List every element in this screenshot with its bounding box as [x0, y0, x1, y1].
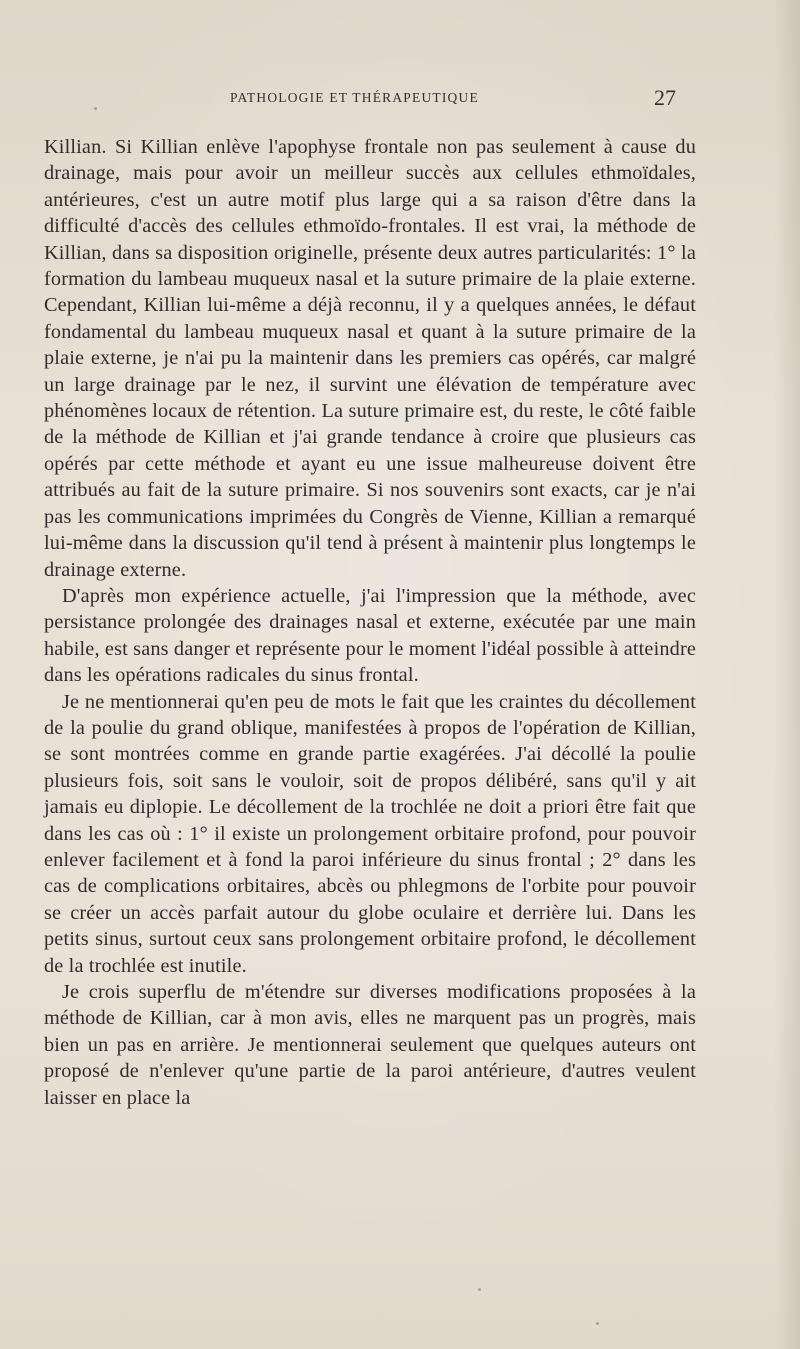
- paragraph: Je ne mentionnerai qu'en peu de mots le fait que les craintes du décollement de la poulie du grand oblique, manifestées à propos de l'opération de Killian, se sont montrées comme en grande partie exagérées. J'ai décollé la poulie plusieurs fois, soit sans le vouloir, soit de propos délibéré, sans qu'il y ait jamais eu diplopie. Le décollement de la trochlée ne doit a priori être fait que dans les cas où : 1° il existe un prolongement orbitaire profond, pour pouvoir enlever facilement et à fond la paroi inférieure du sinus frontal ; 2° dans les cas de complications orbitaires, abcès ou phlegmons de l'orbite pour pouvoir se créer un accès parfait autour du globe oculaire et derrière lui. Dans les petits sinus, surtout ceux sans prolongement orbitaire profond, le décollement de la trochlée est inutile.: [44, 690, 696, 977]
- body-text: [44, 134, 696, 1111]
- paragraph: Killian. Si Killian enlève l'apophyse frontale non pas seulement à cause du drainage, mais pour avoir un meilleur succès aux cellules ethmoïdales, antérieures, c'est un autre motif plus large qui a sa raison d'être dans la difficulté d'accès des cellules ethmoïdo-frontales. Il est vrai, la méthode de Killian, dans sa disposition originelle, présente deux autres particularités: 1° la formation du lambeau muqueux nasal et la suture primaire de la plaie externe. Cependant, Killian lui-même a déjà reconnu, il y a quelques années, le défaut fondamental du lambeau muqueux nasal et quant à la suture primaire de la plaie externe, je n'ai pu la maintenir dans les premiers cas opérés, car malgré un large drainage par le nez, il survint une élévation de température avec phénomènes locaux de rétention. La suture primaire est, du reste, le côté faible de la méthode de Killian et j'ai grande tendance à croire que plusieurs cas opérés par cette méthode et ayant eu une issue malheureuse doivent être attribués au fait de la suture primaire. Si nos souvenirs sont exacts, car je n'ai pas les communications imprimées du Congrès de Vienne, Killian a remarqué lui-même dans la discussion qu'il tend à présent à maintenir plus longtemps le drainage externe.: [44, 136, 696, 581]
- paper-speck: [478, 1288, 481, 1291]
- paper-speck: [94, 107, 97, 110]
- paragraph: D'après mon expérience actuelle, j'ai l'impression que la méthode, avec persistance prolongée des drainages nasal et externe, exécutée par une main habile, est sans danger et représente pour le moment l'idéal possible à atteindre dans les opérations radicales du sinus frontal.: [44, 584, 696, 687]
- paragraph: Je crois superflu de m'étendre sur diverses modifications proposées à la méthode de Killian, car à mon avis, elles ne marquent pas un progrès, mais bien un pas en arrière. Je mentionnerai seulement que quelques auteurs ont proposé de n'enlever qu'une partie de la paroi antérieure, d'autres veulent laisser en place la: [44, 981, 696, 1109]
- page-number: 27: [654, 85, 676, 110]
- paper-speck: [596, 1322, 599, 1325]
- running-title: PATHOLOGIE ET THÉRAPEUTIQUE: [230, 90, 479, 105]
